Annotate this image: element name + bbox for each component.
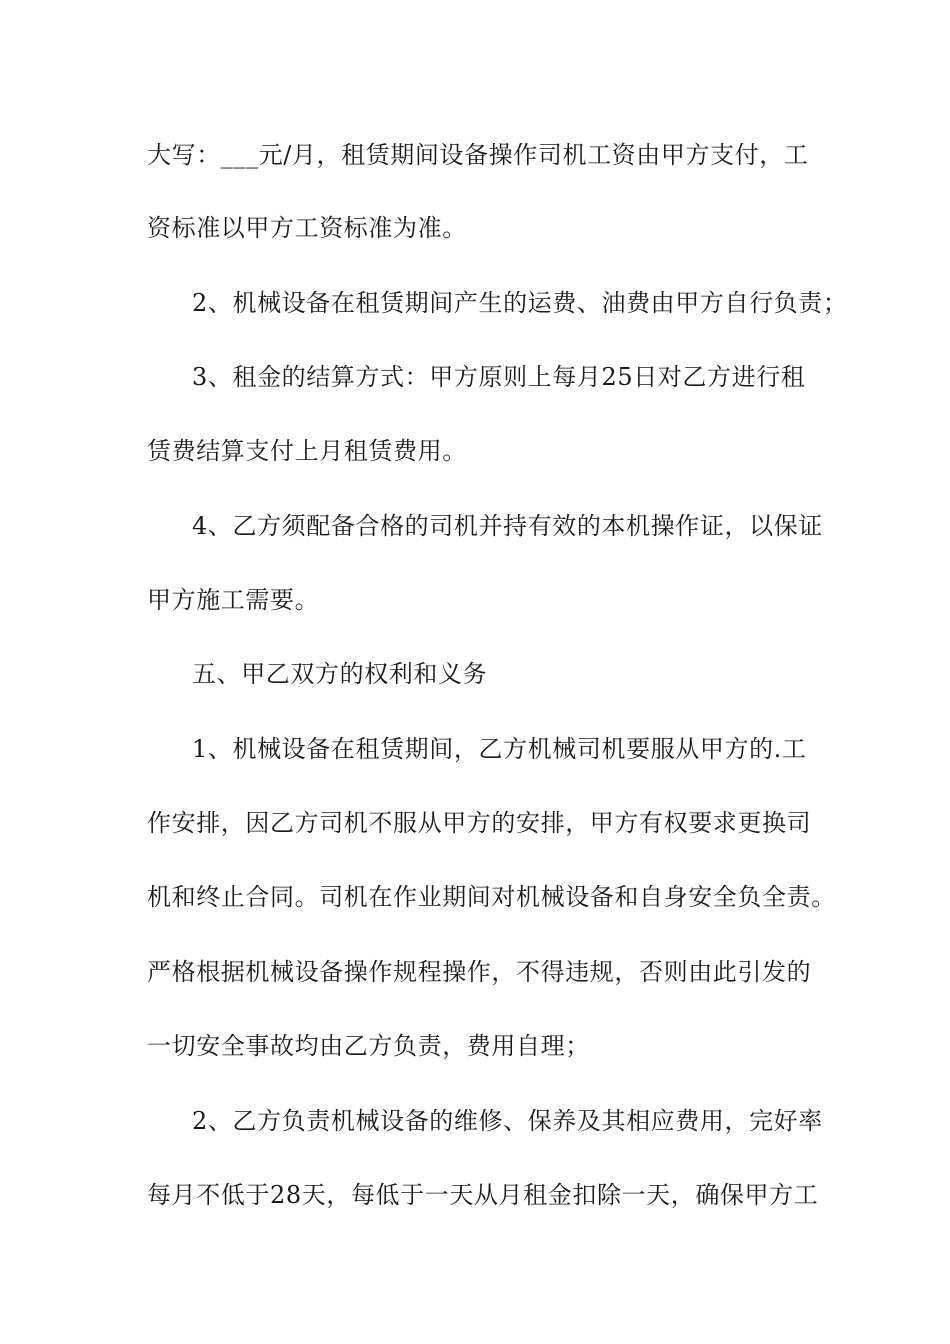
text-line-13: 一切安全事故均由乙方负责，费用自理； [147, 1032, 590, 1060]
text-line-4: 3、租金的结算方式：甲方原则上每月25日对乙方进行租 [192, 363, 806, 391]
text-line-6: 4、乙方须配备合格的司机并持有效的本机操作证，以保证 [192, 512, 823, 540]
text-line-9: 1、机械设备在租赁期间，乙方机械司机要服从甲方的.工 [192, 735, 807, 763]
text-line-5: 赁费结算支付上月租赁费用。 [147, 437, 467, 465]
text-line-3: 2、机械设备在租赁期间产生的运费、油费由甲方自行负责； [192, 289, 848, 317]
text-line-1: 大写：___元/月，租赁期间设备操作司机工资由甲方支付，工 [147, 141, 809, 169]
text-line-12: 严格根据机械设备操作规程操作，不得违规，否则由此引发的 [147, 958, 812, 986]
text-line-15: 每月不低于28天，每低于一天从月租金扣除一天，确保甲方工 [147, 1181, 819, 1209]
text-line-2: 资标准以甲方工资标准为准。 [147, 214, 467, 242]
text-line-11: 机和终止合同。司机在作业期间对机械设备和自身安全负全责。 [147, 883, 836, 911]
text-line-7: 甲方施工需要。 [147, 586, 320, 614]
text-line-14: 2、乙方负责机械设备的维修、保养及其相应费用，完好率 [192, 1107, 823, 1135]
section-heading: 五、甲乙双方的权利和义务 [192, 660, 488, 688]
text-line-10: 作安排，因乙方司机不服从甲方的安排，甲方有权要求更换司 [147, 809, 812, 837]
